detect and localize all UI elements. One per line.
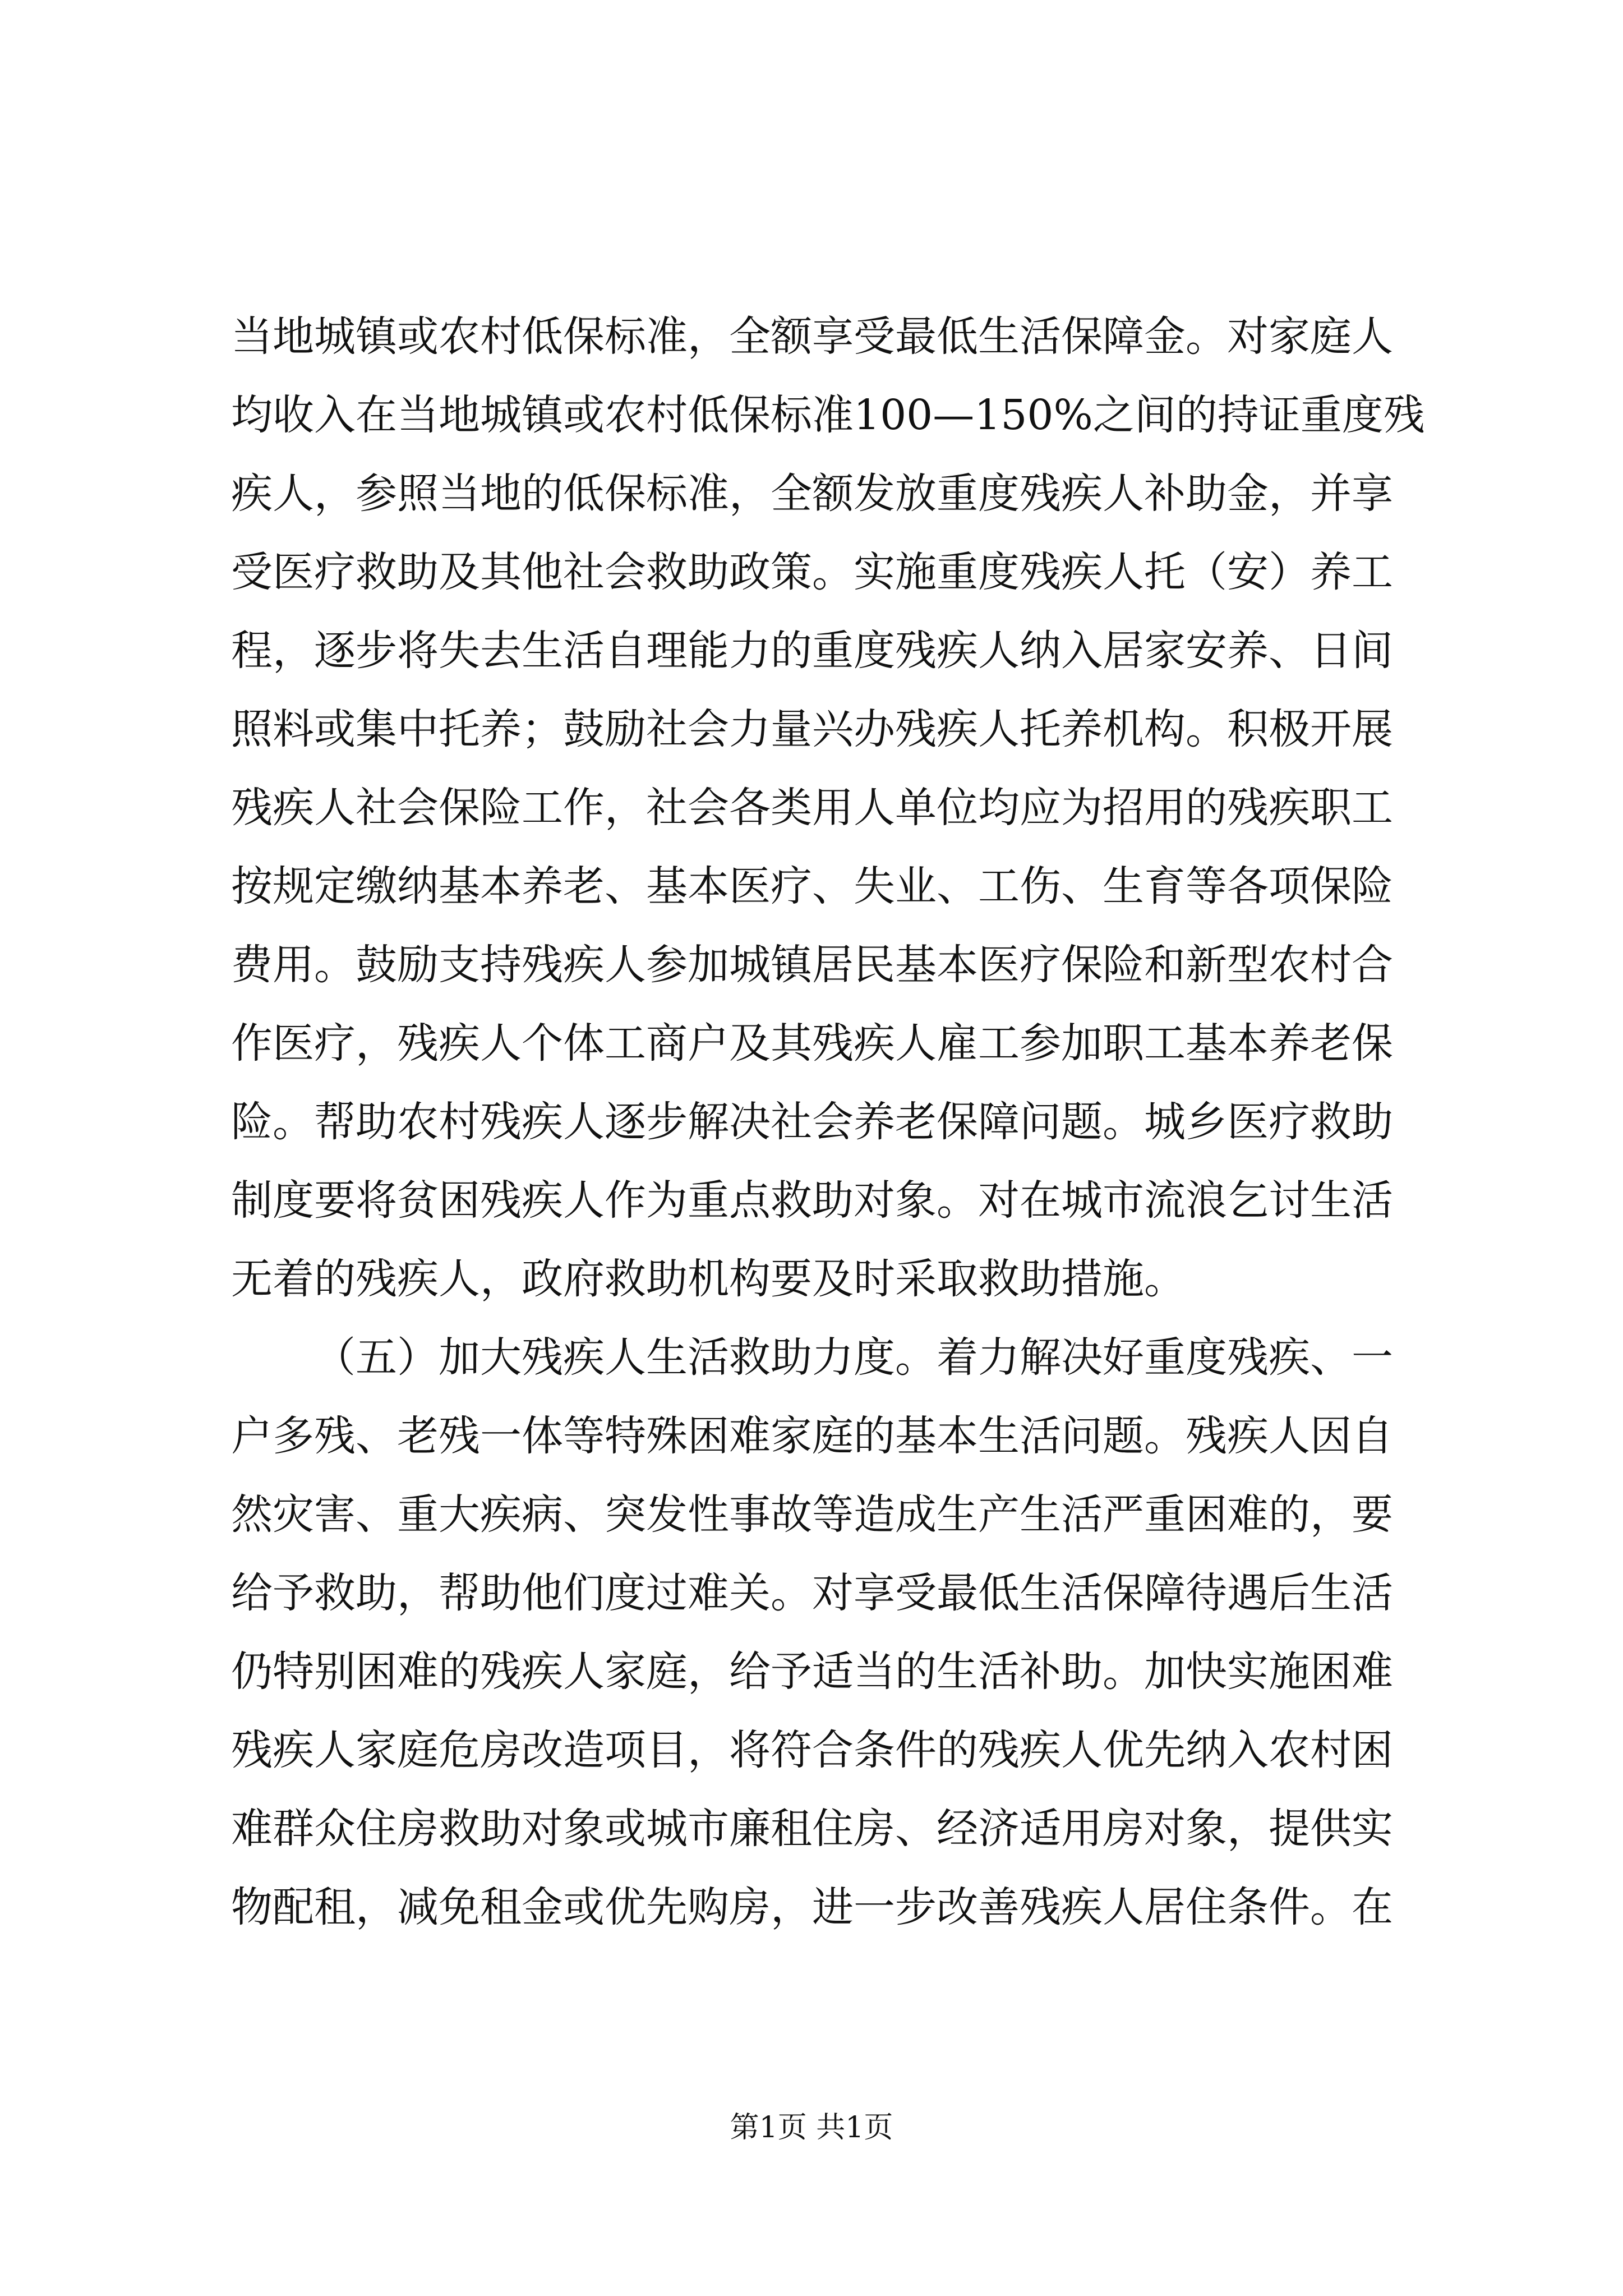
text-line: 程，逐步将失去生活自理能力的重度残疾人纳入居家安养、日间 bbox=[231, 627, 1393, 675]
text-line: 照料或集中托养；鼓励社会力量兴办残疾人托养机构。积极开展 bbox=[231, 705, 1393, 753]
text-line: 仍特别困难的残疾人家庭，给予适当的生活补助。加快实施困难 bbox=[231, 1648, 1393, 1696]
text-line: 险。帮助农村残疾人逐步解决社会养老保障问题。城乡医疗救助 bbox=[231, 1098, 1393, 1146]
text-line: 给予救助，帮助他们度过难关。对享受最低生活保障待遇后生活 bbox=[231, 1569, 1393, 1617]
text-line: 受医疗救助及其他社会救助政策。实施重度残疾人托（安）养工 bbox=[231, 548, 1393, 596]
page-footer: 第1页 共1页 bbox=[730, 2111, 893, 2145]
text-line: 户多残、老残一体等特殊困难家庭的基本生活问题。残疾人因自 bbox=[231, 1412, 1393, 1460]
text-line: 疾人，参照当地的低保标准，全额发放重度残疾人补助金，并享 bbox=[231, 470, 1393, 518]
text-line: 当地城镇或农村低保标准，全额享受最低生活保障金。对家庭人 bbox=[231, 312, 1393, 361]
text-line: 无着的残疾人，政府救助机构要及时采取救助措施。 bbox=[231, 1255, 1186, 1303]
section-heading-line: （五）加大残疾人生活救助力度。着力解决好重度残疾、一 bbox=[314, 1333, 1393, 1382]
body-text bbox=[231, 297, 1425, 1947]
text-line: 制度要将贫困残疾人作为重点救助对象。对在城市流浪乞讨生活 bbox=[231, 1176, 1393, 1225]
text-line: 物配租，减免租金或优先购房，进一步改善残疾人居住条件。在 bbox=[231, 1883, 1393, 1931]
text-line: 难群众住房救助对象或城市廉租住房、经济适用房对象，提供实 bbox=[231, 1805, 1393, 1853]
text-line: 均收入在当地城镇或农村低保标准100—150%之间的持证重度残 bbox=[231, 391, 1425, 439]
text-line: 残疾人社会保险工作，社会各类用人单位均应为招用的残疾职工 bbox=[231, 784, 1393, 832]
text-line: 作医疗，残疾人个体工商户及其残疾人雇工参加职工基本养老保 bbox=[231, 1019, 1393, 1068]
text-line: 残疾人家庭危房改造项目，将符合条件的残疾人优先纳入农村困 bbox=[231, 1726, 1393, 1774]
text-line: 费用。鼓励支持残疾人参加城镇居民基本医疗保险和新型农村合 bbox=[231, 941, 1393, 989]
text-line: 按规定缴纳基本养老、基本医疗、失业、工伤、生育等各项保险 bbox=[231, 862, 1393, 910]
text-line: 然灾害、重大疾病、突发性事故等造成生产生活严重困难的，要 bbox=[231, 1490, 1393, 1539]
